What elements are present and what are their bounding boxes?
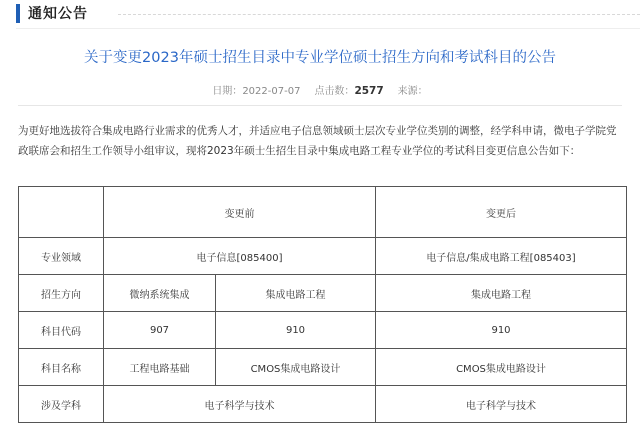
source-label: 来源： <box>397 86 428 97</box>
table-header-row <box>19 187 627 238</box>
row-label-field: 专业领域 <box>19 238 104 275</box>
direction-before-b: 集成电路工程 <box>216 275 376 312</box>
row-label-code: 科目代码 <box>19 312 104 349</box>
table-row <box>19 312 627 349</box>
direction-after: 集成电路工程 <box>376 275 627 312</box>
table-row <box>19 275 627 312</box>
section-header-dashed-line <box>118 14 640 15</box>
article-body <box>18 121 624 161</box>
meta-divider <box>18 105 622 106</box>
table-row <box>19 386 627 423</box>
section-title: 通知公告 <box>28 6 88 22</box>
code-after: 910 <box>376 312 627 349</box>
section-header <box>0 0 640 30</box>
section-header-divider <box>16 28 640 29</box>
discipline-before: 电子科学与技术 <box>104 386 376 423</box>
row-label-direction: 招生方向 <box>19 275 104 312</box>
direction-before-a: 微纳系统集成 <box>104 275 216 312</box>
hits-value: 2577 <box>354 85 384 97</box>
article-title: 关于变更2023年硕士招生目录中专业学位硕士招生方向和考试科目的公告 <box>84 50 556 66</box>
subject-before-a: 工程电路基础 <box>104 349 216 386</box>
hits-label: 点击数： <box>314 86 355 97</box>
subject-after: CMOS集成电路设计 <box>376 349 627 386</box>
row-label-subject: 科目名称 <box>19 349 104 386</box>
row-label-discipline: 涉及学科 <box>19 386 104 423</box>
discipline-after: 电子科学与技术 <box>376 386 627 423</box>
body-paragraph: 为更好地选拔符合集成电路行业需求的优秀人才，并适应电子信息领域硕士层次专业学位类别的调整，经学科申请，微电子学院党政联席会和招生工作领导小组审议，现将2023年硕士生招生目录中集成电路工程专业学位的考试科目变更信息公告如下： <box>18 125 617 157</box>
field-before: 电子信息[085400] <box>104 238 376 275</box>
code-before-a: 907 <box>104 312 216 349</box>
table-corner-cell <box>19 187 104 238</box>
date-value: 2022-07-07 <box>242 86 301 97</box>
section-accent-bar <box>16 4 20 23</box>
header-before: 变更前 <box>104 187 376 238</box>
table-row <box>19 349 627 386</box>
subject-before-b: CMOS集成电路设计 <box>216 349 376 386</box>
change-table <box>18 186 627 423</box>
date-label: 日期： <box>212 86 243 97</box>
header-after: 变更后 <box>376 187 627 238</box>
article-meta <box>0 83 640 100</box>
table-row <box>19 238 627 275</box>
code-before-b: 910 <box>216 312 376 349</box>
field-after: 电子信息/集成电路工程[085403] <box>376 238 627 275</box>
